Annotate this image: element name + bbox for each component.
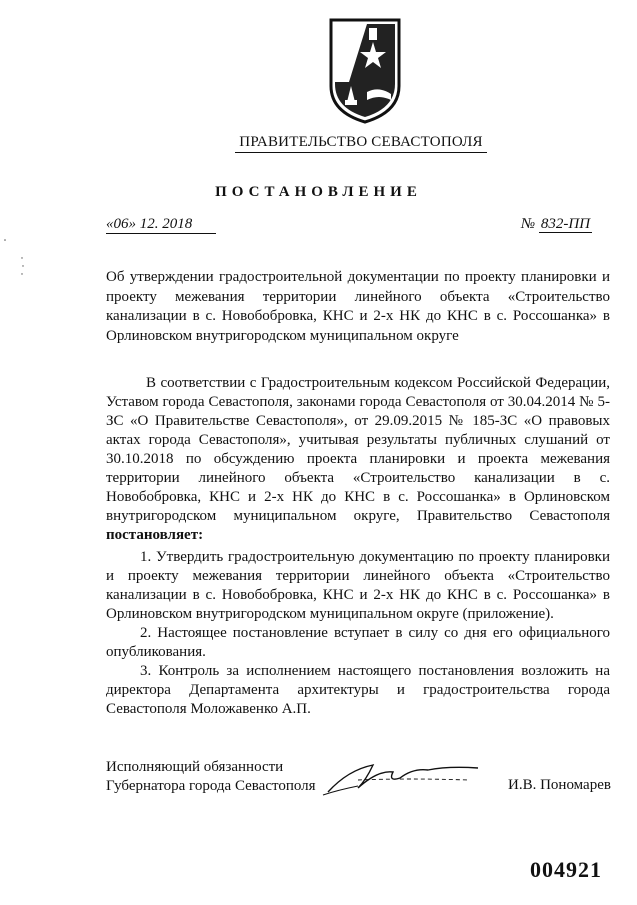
- document-subject: Об утверждении градостроительной документации по проекту планировки и проекту межевания территории линейного объекта «Строительство канализации в с. Новобобровка, КНС и 2-х НК до КНС в с. Россошанка» в Орлиновском внутригородском муниципальном округе: [106, 269, 610, 344]
- coat-of-arms-emblem: [327, 12, 403, 124]
- decree-word: постановляет:: [106, 527, 204, 543]
- signatory-position-line1: Исполняющий обязанности: [106, 759, 284, 775]
- signatory-position-line2: Губернатора города Севастополя: [106, 778, 316, 794]
- serial-number: 004921: [530, 857, 602, 882]
- government-header: ПРАВИТЕЛЬСТВО СЕВАСТОПОЛЯ: [235, 134, 487, 153]
- signatory-name: И.В. Пономарев: [508, 777, 611, 793]
- document-number: [521, 216, 592, 233]
- margin-marks: [0, 230, 30, 290]
- number-value: 832-ПП: [540, 216, 591, 232]
- resolution-items: [106, 548, 610, 719]
- resolution-item: 2. Настоящее постановление вступает в силу со дня его официального опубликования.: [106, 625, 610, 660]
- signatory-position: [106, 758, 316, 796]
- number-prefix: №: [521, 216, 536, 232]
- preamble-text: В соответствии с Градостроительным кодексом Российской Федерации, Уставом города Севастополя, законами города Севастополя от 30.04.2014 № 5-ЗС «О Правительстве Севастополя», от 29.09.2015 № 185-ЗС «О правовых актах города Севастополя», учитывая результаты публичных слушаний от 30.10.2018 по обсуждению проекта планировки и проекта межевания территории линейного объекта «Строительство канализации в с. Новобобровка, КНС и 2-х НК до КНС в с. Россошанка» в Орлиновском внутригородском муниципальном округе, Правительство Севастополя: [106, 375, 610, 524]
- document-date: «06» 12. 2018: [106, 216, 216, 234]
- resolution-item: 1. Утвердить градостроительную документацию по проекту планировки и проекту межевания территории линейного объекта «Строительство канализации в с. Новобобровка, КНС и 2-х НК до КНС в с. Россошанка» в Орлиновском внутригородском муниципальном округе (приложение).: [106, 549, 610, 622]
- resolution-item: 3. Контроль за исполнением настоящего постановления возложить на директора Департамента архитектуры и градостроительства города Севастополя Моложавенко А.П.: [106, 663, 610, 717]
- handwritten-signature: [318, 750, 518, 800]
- document-type-title: ПОСТАНОВЛЕНИЕ: [215, 184, 422, 200]
- preamble-paragraph: [106, 374, 610, 545]
